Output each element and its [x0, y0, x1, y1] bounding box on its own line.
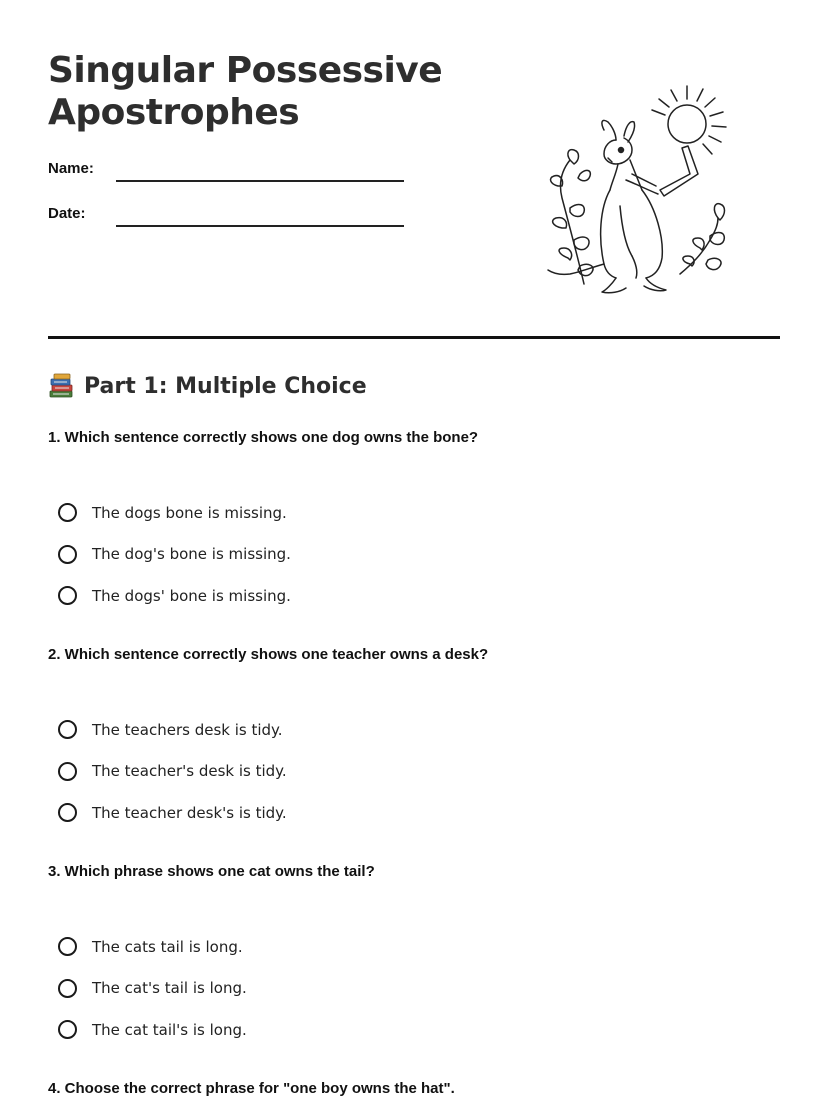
option-label[interactable]: The dogs' bone is missing.	[92, 586, 291, 605]
name-line[interactable]	[116, 180, 404, 182]
question-3-option-b[interactable]	[58, 968, 788, 1010]
question-4-text: 4. Choose the correct phrase for "one boy owns the hat".	[48, 1080, 455, 1097]
question-1-text: 1. Which sentence correctly shows one dog owns the bone?	[48, 429, 479, 446]
title-line-1: Singular Possessive	[48, 50, 443, 91]
sun-icon	[652, 86, 726, 154]
plant-right-icon	[680, 204, 725, 274]
date-line[interactable]	[116, 225, 404, 227]
question-3-text: 3. Which phrase shows one cat owns the tail?	[48, 863, 375, 880]
option-label[interactable]: The teacher's desk is tidy.	[92, 762, 287, 781]
radio-button[interactable]	[58, 545, 77, 564]
question-3-option-c[interactable]	[58, 1009, 788, 1051]
question-1-option-c[interactable]	[58, 575, 788, 617]
question-2-option-a[interactable]	[58, 709, 788, 751]
worksheet-title	[48, 50, 442, 134]
date-field[interactable]	[48, 205, 408, 227]
question-3	[48, 862, 788, 1051]
option-label[interactable]: The cat tail's is long.	[92, 1020, 247, 1039]
question-1	[48, 428, 788, 617]
radio-button[interactable]	[58, 1020, 77, 1039]
date-label: Date:	[48, 205, 86, 222]
question-2	[48, 645, 788, 834]
option-label[interactable]: The teachers desk is tidy.	[92, 720, 283, 739]
question-1-option-a[interactable]	[58, 492, 788, 534]
kangaroo-icon	[548, 120, 666, 292]
option-label[interactable]: The teacher desk's is tidy.	[92, 803, 287, 822]
option-label[interactable]: The dog's bone is missing.	[92, 545, 291, 564]
radio-button[interactable]	[58, 937, 77, 956]
option-label[interactable]: The cats tail is long.	[92, 937, 243, 956]
question-2-text: 2. Which sentence correctly shows one teacher owns a desk?	[48, 646, 489, 663]
radio-button[interactable]	[58, 803, 77, 822]
kangaroo-illustration	[540, 78, 740, 300]
name-label: Name:	[48, 160, 94, 177]
question-3-options	[48, 926, 788, 1051]
radio-button[interactable]	[58, 720, 77, 739]
question-4	[48, 1079, 788, 1099]
question-1-options	[48, 492, 788, 617]
radio-button[interactable]	[58, 762, 77, 781]
boomerang-icon	[660, 146, 698, 196]
option-label[interactable]: The dogs bone is missing.	[92, 503, 287, 522]
plant-left-icon	[551, 150, 594, 284]
title-line-2: Apostrophes	[48, 92, 300, 133]
name-field[interactable]	[48, 160, 408, 182]
part1-title: Part 1: Multiple Choice	[84, 373, 367, 399]
radio-button[interactable]	[58, 503, 77, 522]
option-label[interactable]: The cat's tail is long.	[92, 979, 247, 998]
part1-heading	[48, 373, 367, 399]
question-3-option-a[interactable]	[58, 926, 788, 968]
section-divider	[48, 336, 780, 339]
radio-button[interactable]	[58, 979, 77, 998]
question-1-option-b[interactable]	[58, 534, 788, 576]
question-2-options	[48, 709, 788, 834]
books-icon	[48, 373, 74, 399]
question-2-option-c[interactable]	[58, 792, 788, 834]
radio-button[interactable]	[58, 586, 77, 605]
question-2-option-b[interactable]	[58, 751, 788, 793]
